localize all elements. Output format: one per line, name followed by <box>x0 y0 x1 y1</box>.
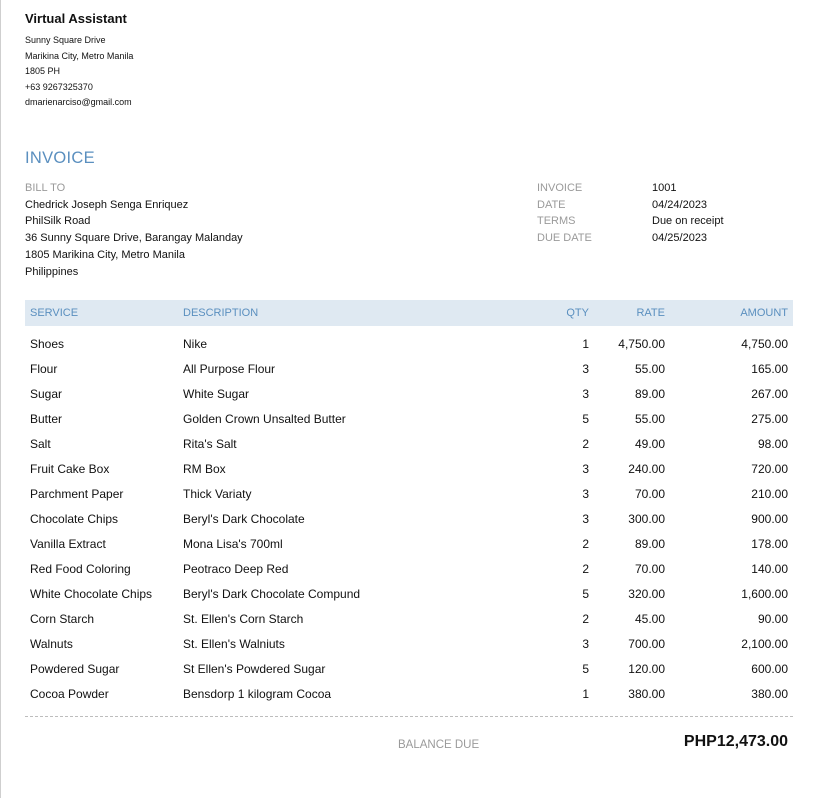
header-service: SERVICE <box>30 307 79 319</box>
company-address-line: Sunny Square Drive <box>25 35 106 45</box>
company-phone: +63 9267325370 <box>25 81 93 92</box>
cell-amount: 165.00 <box>751 362 788 376</box>
cell-service: Butter <box>30 412 63 426</box>
cell-rate: 70.00 <box>634 487 665 501</box>
table-row <box>25 582 793 607</box>
cell-service: Powdered Sugar <box>30 662 120 676</box>
table-row <box>25 657 793 682</box>
cell-description: Mona Lisa's 700ml <box>183 537 283 551</box>
balance-due-label: BALANCE DUE <box>398 739 480 751</box>
cell-description: St. Ellen's Walniuts <box>183 637 285 651</box>
cell-qty: 3 <box>582 387 589 401</box>
bill-to-line: 1805 Marikina City, Metro Manila <box>25 248 185 261</box>
cell-qty: 1 <box>582 337 589 351</box>
cell-service: Red Food Coloring <box>30 562 131 576</box>
balance-due-value: PHP12,473.00 <box>683 733 788 750</box>
cell-qty: 5 <box>582 412 589 426</box>
meta-value: 04/25/2023 <box>652 232 708 245</box>
bill-to-block <box>25 180 243 280</box>
cell-rate: 55.00 <box>634 412 665 426</box>
cell-service: Parchment Paper <box>30 487 124 501</box>
cell-rate: 300.00 <box>628 512 665 526</box>
cell-amount: 900.00 <box>751 512 788 526</box>
cell-rate: 700.00 <box>628 637 665 651</box>
table-row <box>25 457 793 482</box>
bill-to-line: Philippines <box>25 265 79 278</box>
bill-to-line: 36 Sunny Square Drive, Barangay Malanday <box>25 232 243 245</box>
cell-amount: 2,100.00 <box>741 637 788 651</box>
cell-qty: 2 <box>582 437 589 451</box>
cell-description: All Purpose Flour <box>183 362 276 376</box>
page-left-border <box>0 0 1 798</box>
cell-rate: 240.00 <box>628 462 665 476</box>
cell-description: Rita's Salt <box>183 437 237 451</box>
table-row <box>25 432 793 457</box>
cell-service: Cocoa Powder <box>30 687 109 701</box>
header-amount: AMOUNT <box>740 307 788 319</box>
cell-service: Fruit Cake Box <box>30 462 110 476</box>
cell-amount: 267.00 <box>751 387 788 401</box>
totals-divider <box>25 716 793 717</box>
cell-service: Corn Starch <box>30 612 95 626</box>
table-body <box>25 332 793 707</box>
cell-description: Beryl's Dark Chocolate Compund <box>183 587 361 601</box>
cell-qty: 3 <box>582 462 589 476</box>
cell-amount: 4,750.00 <box>741 337 788 351</box>
cell-service: White Chocolate Chips <box>30 587 153 601</box>
meta-row-invoice <box>537 180 724 197</box>
invoice-meta <box>537 180 724 247</box>
cell-service: Chocolate Chips <box>30 512 119 526</box>
meta-value: 1001 <box>652 182 677 194</box>
bill-to-line: PhilSilk Road <box>25 215 91 228</box>
table-row <box>25 557 793 582</box>
meta-label: DATE <box>537 198 566 211</box>
company-block <box>25 11 133 111</box>
cell-description: RM Box <box>183 462 226 476</box>
table-row <box>25 357 793 382</box>
cell-rate: 45.00 <box>634 612 665 626</box>
cell-service: Shoes <box>30 337 65 351</box>
table-row <box>25 607 793 632</box>
cell-description: Bensdorp 1 kilogram Cocoa <box>183 687 332 701</box>
bill-to-label: BILL TO <box>25 182 66 194</box>
table-row <box>25 332 793 357</box>
meta-value: Due on receipt <box>652 215 724 228</box>
cell-description: Golden Crown Unsalted Butter <box>183 412 346 426</box>
cell-amount: 90.00 <box>757 612 788 626</box>
invoice-title: INVOICE <box>25 149 95 167</box>
company-email: dmarienarciso@gmail.com <box>25 97 132 107</box>
cell-qty: 5 <box>582 587 589 601</box>
cell-qty: 1 <box>582 687 589 701</box>
table-row <box>25 482 793 507</box>
cell-amount: 210.00 <box>751 487 788 501</box>
company-address-line: 1805 PH <box>25 66 61 76</box>
cell-description: Thick Variaty <box>183 487 252 501</box>
header-rate: RATE <box>636 307 665 319</box>
meta-row-due-date <box>537 230 724 247</box>
cell-qty: 2 <box>582 537 589 551</box>
company-name: Virtual Assistant <box>25 11 127 26</box>
line-items-table <box>25 300 793 707</box>
cell-rate: 4,750.00 <box>618 337 665 351</box>
cell-rate: 49.00 <box>634 437 665 451</box>
table-row <box>25 507 793 532</box>
cell-rate: 120.00 <box>628 662 665 676</box>
cell-rate: 55.00 <box>634 362 665 376</box>
table-row <box>25 632 793 657</box>
cell-rate: 89.00 <box>634 537 665 551</box>
cell-rate: 70.00 <box>634 562 665 576</box>
company-address-line: Marikina City, Metro Manila <box>25 50 134 61</box>
meta-label: DUE DATE <box>537 232 592 245</box>
cell-description: St. Ellen's Corn Starch <box>183 612 304 626</box>
cell-description: Nike <box>183 337 208 351</box>
cell-qty: 3 <box>582 512 589 526</box>
cell-amount: 178.00 <box>751 537 788 551</box>
cell-qty: 5 <box>582 662 589 676</box>
cell-service: Vanilla Extract <box>30 537 106 551</box>
table-row <box>25 682 793 707</box>
cell-amount: 600.00 <box>751 662 788 676</box>
cell-description: Peotraco Deep Red <box>183 562 289 576</box>
table-header <box>25 300 793 326</box>
bill-to-name: Chedrick Joseph Senga Enriquez <box>25 198 189 211</box>
cell-qty: 2 <box>582 612 589 626</box>
meta-label: TERMS <box>537 215 576 228</box>
cell-description: White Sugar <box>183 387 250 401</box>
cell-description: St Ellen's Powdered Sugar <box>183 662 326 676</box>
cell-service: Salt <box>30 437 51 451</box>
cell-amount: 98.00 <box>757 437 788 451</box>
meta-label: INVOICE <box>537 182 583 194</box>
cell-qty: 3 <box>582 487 589 501</box>
cell-service: Sugar <box>30 387 63 401</box>
cell-qty: 2 <box>582 562 589 576</box>
cell-rate: 380.00 <box>628 687 665 701</box>
cell-rate: 320.00 <box>628 587 665 601</box>
cell-qty: 3 <box>582 637 589 651</box>
cell-amount: 1,600.00 <box>741 587 788 601</box>
cell-qty: 3 <box>582 362 589 376</box>
cell-amount: 380.00 <box>751 687 788 701</box>
cell-service: Flour <box>30 362 58 376</box>
meta-row-terms <box>537 213 724 230</box>
meta-row-date <box>537 197 724 214</box>
table-row <box>25 407 793 432</box>
table-row <box>25 532 793 557</box>
cell-description: Beryl's Dark Chocolate <box>183 512 305 526</box>
cell-amount: 140.00 <box>751 562 788 576</box>
header-description: DESCRIPTION <box>183 307 259 319</box>
header-qty: QTY <box>566 307 589 319</box>
cell-service: Walnuts <box>30 637 73 651</box>
meta-value: 04/24/2023 <box>652 198 708 211</box>
cell-amount: 275.00 <box>751 412 788 426</box>
cell-amount: 720.00 <box>751 462 788 476</box>
cell-rate: 89.00 <box>634 387 665 401</box>
table-row <box>25 382 793 407</box>
